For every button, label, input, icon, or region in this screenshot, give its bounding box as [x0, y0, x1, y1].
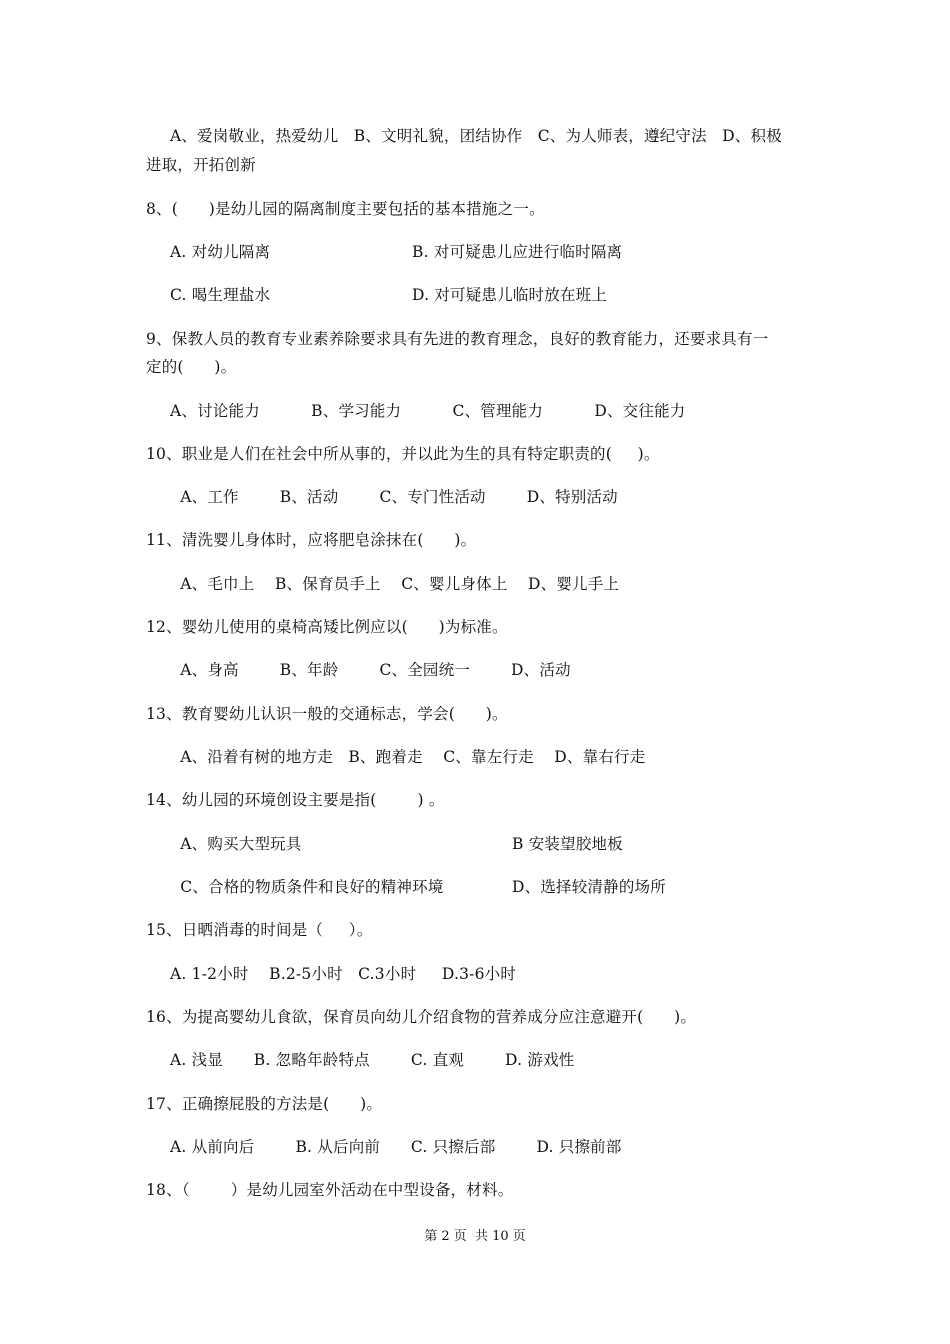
q14-option-d: D、选择较清静的场所	[512, 878, 666, 896]
q10-options: A、工作 B、活动 C、专门性活动 D、特别活动	[170, 488, 618, 506]
q16-options: A. 浅显 B. 忽略年龄特点 C. 直观 D. 游戏性	[170, 1051, 575, 1069]
q15-question: 15、日晒消毒的时间是（ ）。	[146, 921, 373, 939]
q8-option-b: B. 对可疑患儿应进行临时隔离	[412, 243, 623, 261]
q17-question: 17、正确擦屁股的方法是( )。	[146, 1095, 383, 1113]
q8-option-d: D. 对可疑患儿临时放在班上	[412, 286, 608, 304]
q11-question: 11、清洗婴儿身体时，应将肥皂涂抹在( )。	[146, 531, 477, 549]
q9-question-line2: 定的( )。	[146, 358, 237, 376]
q17-options: A. 从前向后 B. 从后向前 C. 只擦后部 D. 只擦前部	[170, 1138, 622, 1156]
q13-options: A、沿着有树的地方走 B、跑着走 C、靠左行走 D、靠右行走	[170, 748, 646, 766]
q14-option-b: B 安装望胶地板	[512, 835, 623, 853]
q16-question: 16、为提高婴幼儿食欲，保育员向幼儿介绍食物的营养成分应注意避开( )。	[146, 1008, 697, 1026]
q7-options-line2: 进取，开拓创新	[146, 156, 256, 174]
q12-question: 12、婴幼儿使用的桌椅高矮比例应以( )为标准。	[146, 618, 508, 636]
q11-options: A、毛巾上 B、保育员手上 C、婴儿身体上 D、婴儿手上	[170, 575, 620, 593]
q14-option-c: C、合格的物质条件和良好的精神环境	[170, 878, 444, 896]
q12-options: A、身高 B、年龄 C、全园统一 D、活动	[170, 661, 571, 679]
q14-question: 14、幼儿园的环境创设主要是指( ) 。	[146, 791, 445, 809]
page-footer: 第 2 页 共 10 页	[424, 1229, 526, 1244]
q13-question: 13、教育婴幼儿认识一般的交通标志，学会( )。	[146, 705, 508, 723]
q8-option-c: C. 喝生理盐水	[170, 286, 271, 304]
q14-option-a: A、购买大型玩具	[170, 835, 302, 853]
q18-question: 18、（ ）是幼儿园室外活动在中型设备，材料。	[146, 1181, 514, 1199]
q7-options-line1: A、爱岗敬业，热爱幼儿 B、文明礼貌，团结协作 C、为人师表，遵纪守法 D、积极	[170, 127, 782, 145]
q15-options: A. 1-2小时 B.2-5小时 C.3小时 D.3-6小时	[170, 965, 517, 983]
q9-options: A、讨论能力 B、学习能力 C、管理能力 D、交往能力	[170, 402, 686, 420]
q8-option-a: A. 对幼儿隔离	[170, 243, 271, 261]
q8-question: 8、( )是幼儿园的隔离制度主要包括的基本措施之一。	[146, 200, 545, 218]
q10-question: 10、职业是人们在社会中所从事的，并以此为生的具有特定职责的( )。	[146, 445, 660, 463]
q9-question-line1: 9、保教人员的教育专业素养除要求具有先进的教育理念，良好的教育能力，还要求具有一	[146, 330, 769, 348]
